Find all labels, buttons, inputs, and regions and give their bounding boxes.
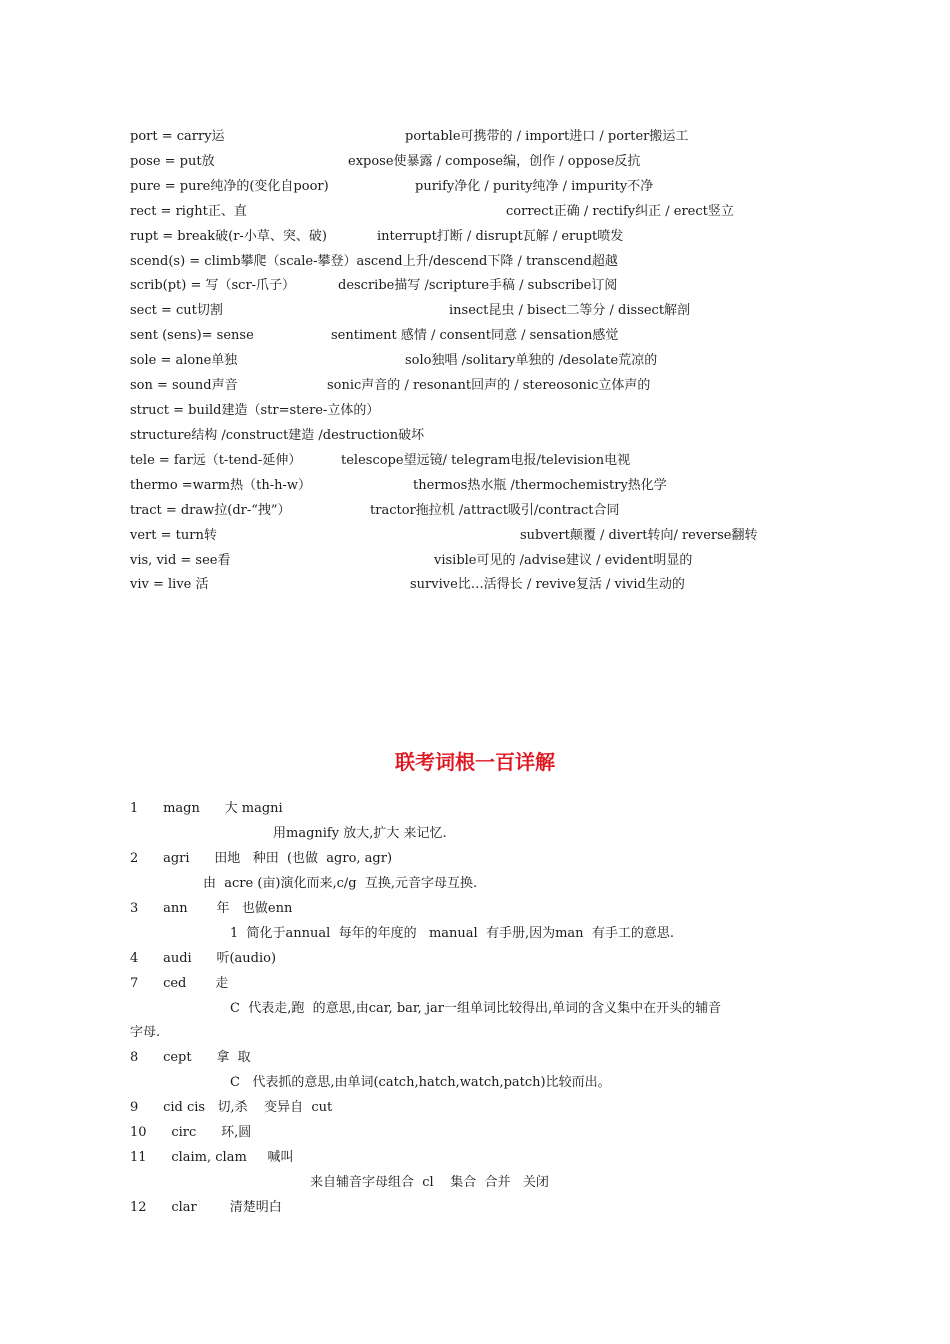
- root-struct: struct = build建造（str=stere-立体的）: [130, 403, 380, 418]
- detail-line: 1 简化于annual 每年的年度的 manual 有手册,因为man 有手工的意思.: [230, 926, 674, 941]
- detail-line: 用magnify 放大,扩大 来记忆.: [273, 826, 447, 841]
- detail-line: 来自辅音字母组合 cl 集合 合并 关闭: [310, 1175, 549, 1190]
- root-tract: tract = draw拉(dr-“拽”）: [130, 503, 291, 518]
- examples-rect: correct正确 / rectify纠正 / erect竖立: [506, 204, 734, 219]
- examples-sent: sentiment 感情 / consent同意 / sensation感觉: [331, 328, 619, 343]
- examples-pose: expose使暴露 / compose编，创作 / oppose反抗: [348, 154, 641, 169]
- root-rupt: rupt = break破(r-小草、突、破): [130, 229, 327, 244]
- root-pure: pure = pure纯净的(变化自poor): [130, 179, 329, 194]
- root-viv: viv = live 活: [130, 577, 209, 592]
- root-tele: tele = far远（t-tend-延伸）: [130, 453, 302, 468]
- detail-line: 字母.: [130, 1025, 161, 1040]
- detail-line: C 代表抓的意思,由单词(catch,hatch,watch,patch)比较而出。: [230, 1075, 611, 1090]
- examples-port: portable可携带的 / import进口 / porter搬运工: [405, 129, 689, 144]
- examples-vis: visible可见的 /advise建议 / evident明显的: [434, 553, 693, 568]
- detail-line: 12 clar 清楚明白: [130, 1200, 282, 1215]
- detail-line: 4 audi 听(audio): [130, 951, 277, 966]
- detail-line: C 代表走,跑 的意思,由car, bar, jar一组单词比较得出,单词的含义集中在开头的辅音: [230, 1001, 722, 1016]
- detail-line: 3 ann 年 也做enn: [130, 901, 293, 916]
- root-rect: rect = right正、直: [130, 204, 247, 219]
- examples-thermo: thermos热水瓶 /thermochemistry热化学: [413, 478, 667, 493]
- examples-vert: subvert颠覆 / divert转向/ reverse翻转: [520, 528, 758, 543]
- root-vert: vert = turn转: [130, 528, 217, 543]
- root-sent: sent (sens)= sense: [130, 328, 254, 343]
- root-sole: sole = alone单独: [130, 353, 238, 368]
- examples-scrib: describe描写 /scripture手稿 / subscribe订阅: [338, 278, 618, 293]
- detail-line: 8 cept 拿 取: [130, 1050, 251, 1065]
- root-structure: structure结构 /construct建造 /destruction破坏: [130, 428, 425, 443]
- examples-rupt: interrupt打断 / disrupt瓦解 / erupt喷发: [377, 229, 624, 244]
- root-pose: pose = put放: [130, 154, 215, 169]
- examples-pure: purify净化 / purity纯净 / impurity不净: [415, 179, 654, 194]
- root-scend: scend(s) = climb攀爬（scale-攀登）ascend上升/descend下降 / transcend超越: [130, 254, 618, 269]
- detail-line: 1 magn 大 magni: [130, 801, 283, 816]
- examples-viv: survive比…活得长 / revive复活 / vivid生动的: [410, 577, 685, 592]
- root-son: son = sound声音: [130, 378, 238, 393]
- root-sect: sect = cut切割: [130, 303, 223, 318]
- detail-line: 11 claim, clam 喊叫: [130, 1150, 294, 1165]
- root-thermo: thermo =warm热（th-h-w）: [130, 478, 311, 493]
- root-port: port = carry运: [130, 129, 225, 144]
- detail-line: 由 acre (亩)演化而来,c/g 互换,元音字母互换.: [203, 876, 478, 891]
- detail-line: 7 ced 走: [130, 976, 229, 991]
- detail-line: 10 circ 环,圆: [130, 1125, 252, 1140]
- examples-son: sonic声音的 / resonant回声的 / stereosonic立体声的: [327, 378, 651, 393]
- root-scrib: scrib(pt) = 写（scr-爪子）: [130, 278, 296, 293]
- section-title: 联考词根一百详解: [395, 750, 555, 774]
- examples-sect: insect昆虫 / bisect二等分 / dissect解剖: [449, 303, 691, 318]
- root-vis: vis, vid = see看: [130, 553, 231, 568]
- examples-tele: telescope望远镜/ telegram电报/television电视: [341, 453, 631, 468]
- detail-line: 2 agri 田地 种田 (也做 agro, agr): [130, 851, 393, 866]
- examples-tract: tractor拖拉机 /attract吸引/contract合同: [370, 503, 620, 518]
- examples-sole: solo独唱 /solitary单独的 /desolate荒凉的: [405, 353, 658, 368]
- detail-line: 9 cid cis 切,杀 变异自 cut: [130, 1100, 333, 1115]
